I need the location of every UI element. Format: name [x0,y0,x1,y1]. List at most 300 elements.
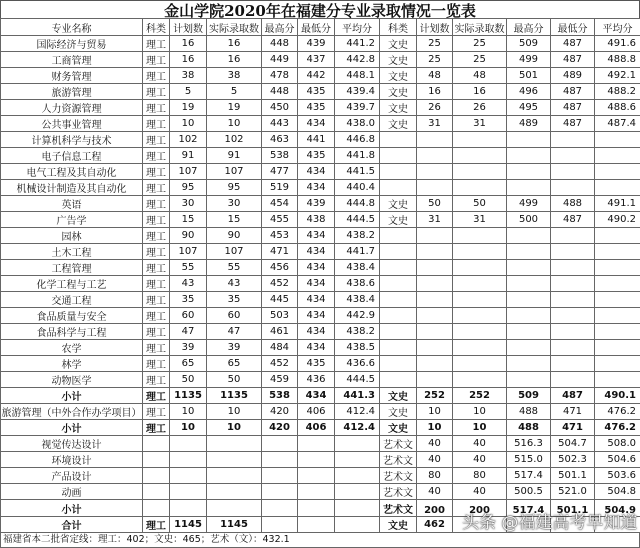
table-cell [551,148,595,164]
summary-row [1,388,640,404]
watermark: 头条 @福建高考早知道 [462,508,637,533]
table-cell [507,372,551,388]
table-cell: 47 [170,324,207,340]
table-cell: 491.6 [595,36,640,52]
table-cell: 412.4 [335,420,380,436]
table-cell: 10 [417,420,453,436]
column-header: 计划数 [417,19,453,36]
table-cell: 1135 [207,388,262,404]
table-cell: 504.6 [595,452,640,468]
table-cell: 200 [453,500,507,517]
table-cell: 理工 [143,324,170,340]
table-cell: 441 [298,132,335,148]
table-row [1,324,640,340]
table-cell [595,356,640,372]
table-cell [417,132,453,148]
table-cell: 35 [170,292,207,308]
table-cell: 31 [417,116,453,132]
table-cell [551,324,595,340]
table-cell [262,484,298,500]
table-cell [595,148,640,164]
table-row [1,244,640,260]
table-cell: 95 [207,180,262,196]
table-cell: 441.3 [335,388,380,404]
column-header: 科类 [380,19,417,36]
table-row [1,308,640,324]
table-cell [595,244,640,260]
table-cell: 1145 [170,517,207,533]
table-cell: 38 [207,68,262,84]
table-row [1,116,640,132]
table-cell [551,292,595,308]
table-cell: 40 [417,484,453,500]
table-cell [551,180,595,196]
table-cell [207,500,262,517]
table-cell: 60 [207,308,262,324]
column-header: 平均分 [595,19,640,36]
table-cell [417,148,453,164]
table-cell: 107 [207,244,262,260]
table-cell: 521.0 [551,484,595,500]
table-cell: 445 [262,292,298,308]
table-cell: 435 [298,356,335,372]
table-cell [380,372,417,388]
table-cell: 16 [170,52,207,68]
table-cell: 10 [453,404,507,420]
table-cell: 50 [170,372,207,388]
table-cell: 60 [170,308,207,324]
table-cell: 501.1 [551,500,595,517]
table-cell [507,308,551,324]
table-cell: 454 [262,196,298,212]
table-cell [595,164,640,180]
table-cell [380,180,417,196]
table-row [1,260,640,276]
table-cell [507,164,551,180]
table-cell: 453 [262,228,298,244]
column-header: 平均分 [335,19,380,36]
table-cell [170,452,207,468]
table-cell: 艺术文 [380,468,417,484]
table-cell [170,500,207,517]
table-cell: 95 [170,180,207,196]
table-cell [143,468,170,484]
table-cell: 495 [507,100,551,116]
table-cell [595,260,640,276]
table-cell: 438.4 [335,292,380,308]
table-cell: 434 [298,388,335,404]
table-cell: 435 [298,100,335,116]
table-cell [507,340,551,356]
table-cell [551,356,595,372]
table-cell [170,484,207,500]
table-cell: 理工 [143,517,170,533]
table-cell: 448 [262,84,298,100]
table-cell: 448 [262,36,298,52]
table-cell: 434 [298,228,335,244]
table-cell: 55 [207,260,262,276]
table-cell [207,452,262,468]
table-cell [551,340,595,356]
table-cell: 406 [298,404,335,420]
table-cell: 理工 [143,308,170,324]
table-cell [380,164,417,180]
table-cell: 504.8 [595,484,640,500]
table-cell [453,356,507,372]
table-row [1,196,640,212]
table-cell: 48 [453,68,507,84]
table-cell: 504.7 [551,436,595,452]
table-cell: 489 [507,116,551,132]
major-name: 电子信息工程 [1,148,143,164]
table-cell: 理工 [143,372,170,388]
table-cell: 理工 [143,292,170,308]
table-cell: 434 [298,180,335,196]
table-cell: 502.3 [551,452,595,468]
table-cell: 406 [298,420,335,436]
table-row [1,292,640,308]
table-cell [335,517,380,533]
table-cell [207,484,262,500]
table-cell: 484 [262,340,298,356]
table-cell: 434 [298,116,335,132]
table-cell: 文史 [380,84,417,100]
table-cell: 理工 [143,148,170,164]
table-cell: 252 [417,388,453,404]
table-cell: 517.4 [507,500,551,517]
table-cell [335,500,380,517]
table-cell [551,276,595,292]
table-cell: 39 [170,340,207,356]
table-cell: 441.7 [335,244,380,260]
table-cell: 91 [170,148,207,164]
table-cell: 16 [170,36,207,52]
table-cell: 503 [262,308,298,324]
table-row [1,276,640,292]
table-cell: 40 [417,436,453,452]
table-cell: 25 [453,36,507,52]
table-cell [380,356,417,372]
table-cell: 519 [262,180,298,196]
table-cell: 16 [207,52,262,68]
table-cell: 39 [207,340,262,356]
table-cell [507,180,551,196]
table-cell: 31 [453,116,507,132]
table-cell [595,324,640,340]
table-cell: 434 [298,244,335,260]
table-cell: 448.1 [335,68,380,84]
table-cell: 10 [417,404,453,420]
table-row [1,212,640,228]
table-cell [453,260,507,276]
major-name: 小计 [1,420,143,436]
table-cell [453,372,507,388]
table-cell: 10 [170,420,207,436]
table-cell: 31 [453,212,507,228]
table-cell: 490.1 [595,388,640,404]
table-cell: 10 [207,404,262,420]
major-name: 财务管理 [1,68,143,84]
table-cell: 434 [298,292,335,308]
footer-note: 福建省本二批省定线：理工：402；文史：465；艺术（文）：432.1 [0,533,640,548]
table-cell: 107 [207,164,262,180]
table-cell [453,148,507,164]
column-header: 实际录取数 [453,19,507,36]
table-cell: 252 [453,388,507,404]
table-cell: 442.8 [335,52,380,68]
major-name: 小计 [1,388,143,404]
table-cell: 理工 [143,196,170,212]
table-cell [595,180,640,196]
table-cell: 509 [507,388,551,404]
table-cell: 487 [551,116,595,132]
table-cell: 文史 [380,68,417,84]
table-cell: 理工 [143,116,170,132]
table-cell [507,148,551,164]
table-cell: 文史 [380,52,417,68]
major-name: 农学 [1,340,143,356]
table-cell: 理工 [143,420,170,436]
column-header: 计划数 [170,19,207,36]
table-cell: 538 [262,388,298,404]
table-cell [335,468,380,484]
table-cell: 1145 [207,517,262,533]
table-cell [551,228,595,244]
table-cell: 517.4 [507,468,551,484]
table-cell: 艺术文 [380,452,417,468]
major-name: 食品质量与安全 [1,308,143,324]
table-cell: 488.6 [595,100,640,116]
table-cell [262,468,298,484]
table-cell [507,132,551,148]
major-name: 动画 [1,484,143,500]
table-cell [417,164,453,180]
table-cell: 488 [507,404,551,420]
table-cell: 444.5 [335,372,380,388]
table-cell: 492.1 [595,68,640,84]
major-name: 园林 [1,228,143,244]
table-cell [417,292,453,308]
table-cell [417,308,453,324]
table-cell: 438.6 [335,276,380,292]
table-cell: 107 [170,244,207,260]
table-cell [507,292,551,308]
table-cell: 488 [507,420,551,436]
table-cell [380,340,417,356]
table-cell [507,324,551,340]
table-cell: 理工 [143,100,170,116]
table-row [1,404,640,420]
column-header: 科类 [143,19,170,36]
table-cell [380,148,417,164]
table-cell: 488 [551,196,595,212]
column-header: 最低分 [298,19,335,36]
table-cell: 16 [207,36,262,52]
table-cell: 496 [507,84,551,100]
table-cell: 理工 [143,36,170,52]
table-cell [207,468,262,484]
table-cell: 理工 [143,276,170,292]
table-cell [380,324,417,340]
table-cell: 16 [453,84,507,100]
table-cell: 436.6 [335,356,380,372]
table-cell [380,276,417,292]
table-cell [417,180,453,196]
table-cell: 65 [170,356,207,372]
table-cell: 80 [453,468,507,484]
major-name: 电气工程及其自动化 [1,164,143,180]
table-cell: 25 [453,52,507,68]
table-cell: 478 [262,68,298,84]
table-row [1,164,640,180]
table-row [1,148,640,164]
column-header: 最高分 [507,19,551,36]
major-name: 视觉传达设计 [1,436,143,452]
table-cell [262,452,298,468]
major-name: 旅游管理 [1,84,143,100]
table-cell [507,244,551,260]
table-cell: 15 [207,212,262,228]
table-cell: 441.8 [335,148,380,164]
table-cell [551,260,595,276]
table-cell: 10 [207,420,262,436]
table-cell: 1135 [170,388,207,404]
table-cell [417,340,453,356]
table-cell: 40 [417,452,453,468]
table-row [1,228,640,244]
table-row [1,180,640,196]
table-cell: 理工 [143,52,170,68]
major-name: 化学工程与工艺 [1,276,143,292]
table-cell: 文史 [380,212,417,228]
table-cell [551,164,595,180]
table-cell [453,244,507,260]
table-cell [262,500,298,517]
table-cell [143,500,170,517]
table-cell: 40 [453,452,507,468]
major-name: 工程管理 [1,260,143,276]
table-cell [417,228,453,244]
table-cell [453,292,507,308]
table-cell [595,340,640,356]
table-cell: 10 [207,116,262,132]
table-row [1,68,640,84]
column-header: 实际录取数 [207,19,262,36]
table-cell: 50 [417,196,453,212]
table-row [1,52,640,68]
table-cell: 455 [262,212,298,228]
table-cell: 538 [262,148,298,164]
table-cell: 444.8 [335,196,380,212]
table-cell: 441.5 [335,164,380,180]
table-cell: 420 [262,420,298,436]
table-row [1,372,640,388]
admission-table [0,18,640,533]
table-cell: 艺术文 [380,484,417,500]
table-cell: 107 [170,164,207,180]
table-cell: 55 [170,260,207,276]
table-cell: 487 [551,52,595,68]
table-cell [380,308,417,324]
table-row [1,132,640,148]
table-cell [380,244,417,260]
table-cell [453,180,507,196]
table-cell: 19 [207,100,262,116]
table-cell [335,452,380,468]
table-cell [298,468,335,484]
table-cell: 488.8 [595,52,640,68]
table-cell [507,260,551,276]
table-cell: 435 [298,148,335,164]
table-cell [143,436,170,452]
table-cell: 10 [453,420,507,436]
major-name: 英语 [1,196,143,212]
table-cell: 442 [298,68,335,84]
table-cell: 理工 [143,356,170,372]
table-row [1,468,640,484]
table-cell [417,324,453,340]
table-cell: 26 [417,100,453,116]
table-cell: 434 [298,260,335,276]
table-cell: 499 [507,196,551,212]
table-cell: 501 [507,68,551,84]
table-cell: 30 [207,196,262,212]
table-cell [417,356,453,372]
table-cell [551,244,595,260]
table-cell [207,436,262,452]
major-name: 国际经济与贸易 [1,36,143,52]
table-cell [143,452,170,468]
table-cell [453,276,507,292]
table-cell: 488.2 [595,84,640,100]
table-cell [595,132,640,148]
major-name: 工商管理 [1,52,143,68]
table-cell: 452 [262,276,298,292]
table-cell: 48 [417,68,453,84]
table-cell [595,276,640,292]
table-cell: 50 [207,372,262,388]
table-cell: 476.2 [595,404,640,420]
table-cell [170,468,207,484]
table-cell: 490.2 [595,212,640,228]
table-cell: 487.4 [595,116,640,132]
table-cell: 461 [262,324,298,340]
table-cell: 5 [207,84,262,100]
table-cell [298,517,335,533]
table-cell [143,484,170,500]
table-cell [453,132,507,148]
table-cell: 471 [551,404,595,420]
table-cell: 434 [298,324,335,340]
table-cell: 442.9 [335,308,380,324]
table-cell: 487 [551,388,595,404]
table-cell: 439.4 [335,84,380,100]
table-cell: 500 [507,212,551,228]
page-title: 金山学院2020年在福建分专业录取情况一览表 [0,0,640,18]
table-cell: 439.7 [335,100,380,116]
table-cell [595,372,640,388]
table-cell: 102 [170,132,207,148]
table-cell: 503.6 [595,468,640,484]
table-cell: 91 [207,148,262,164]
table-cell: 理工 [143,180,170,196]
table-cell: 理工 [143,68,170,84]
table-cell: 文史 [380,388,417,404]
table-cell: 491.1 [595,196,640,212]
table-cell: 25 [417,52,453,68]
table-cell [335,436,380,452]
table-cell: 477 [262,164,298,180]
